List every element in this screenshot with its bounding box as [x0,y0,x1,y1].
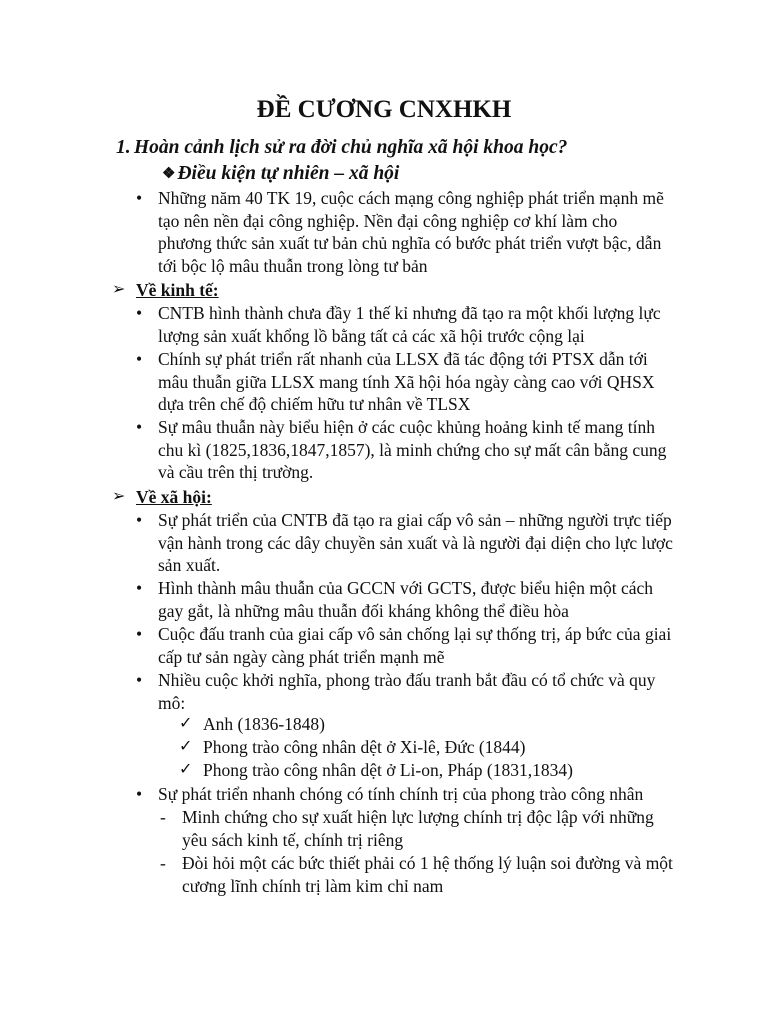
bullet-icon: • [136,188,143,208]
bullet-text: Sự phát triển nhanh chóng có tính chính trị của phong trào công nhân [158,784,644,804]
economy-bullet [136,348,678,416]
diamond-bullet-icon: ❖ [162,166,176,182]
check-icon: ✓ [179,761,193,778]
section-number: 1. [116,137,131,158]
society-bullet [136,669,678,714]
bullet-text: Cuộc đấu tranh của giai cấp vô sản chống lại sự thống trị, áp bức của giai cấp tư sản ngày càng phát triển mạnh mẽ [158,624,672,667]
intro-bullet [136,187,674,277]
bullet-text: Sự mâu thuẫn này biểu hiện ở các cuộc khủng hoảng kinh tế mang tính chu kì (1825,1836,1847,1857), là minh chứng cho sự mất cân bằng cung và cầu trên thị trường. [158,417,667,482]
dash-icon: - [160,807,166,827]
check-icon: ✓ [179,715,193,732]
check-item-text: Anh (1836-1848) [203,714,325,734]
dash-item-text: Đòi hỏi một các bức thiết phải có 1 hệ thống lý luận soi đường và một cương lĩnh chính trị làm kim chỉ nam [182,853,673,896]
bullet-text: Sự phát triển của CNTB đã tạo ra giai cấp vô sản – những người trực tiếp vận hành trong các dây chuyền sản xuất và là người đại diện cho lực lược sản xuất. [158,510,673,575]
page-title: ĐỀ CƯƠNG CNXHKH [256,96,512,123]
economy-bullet [136,302,678,347]
society-bullet [136,783,678,806]
society-bullet [136,509,678,577]
subsection-heading-text: Điều kiện tự nhiên – xã hội [177,163,400,184]
dash-item [160,806,682,851]
subsection-heading [162,162,399,187]
society-section-label [112,486,436,509]
bullet-text: Chính sự phát triển rất nhanh của LLSX đã tác động tới PTSX dẫn tới mâu thuẫn giữa LLSX mang tính Xã hội hóa ngày càng cao với QHSX dựa trên chế độ chiếm hữu tư nhân về TLSX [158,349,655,414]
bullet-icon: • [136,303,143,323]
bullet-icon: • [136,624,143,644]
arrow-bullet-icon: ➢ [112,281,126,298]
check-item [179,713,683,736]
society-bullet [136,577,678,622]
economy-bullet [136,416,678,484]
arrow-bullet-icon: ➢ [112,488,126,505]
bullet-icon: • [136,578,143,598]
bullet-text: Hình thành mâu thuẫn của GCCN với GCTS, được biểu hiện một cách gay gắt, là những mâu thuẫn đối kháng không thể điều hòa [158,578,654,621]
check-item [179,759,683,782]
section-heading-text: Hoàn cảnh lịch sử ra đời chủ nghĩa xã hội khoa học? [134,137,568,158]
bullet-text: CNTB hình thành chưa đầy 1 thế kỉ nhưng đã tạo ra một khối lượng lực lượng sản xuất khổng lồ bằng tất cả các xã hội trước cộng lại [158,303,661,346]
check-item-text: Phong trào công nhân dệt ở Li-on, Pháp (1831,1834) [203,760,573,780]
bullet-icon: • [136,417,143,437]
bullet-icon: • [136,510,143,530]
economy-section-label [112,279,436,302]
section-label-text: Về kinh tế: [136,280,219,300]
bullet-icon: • [136,784,143,804]
society-bullet [136,623,678,668]
section-heading [116,136,567,160]
dash-item [160,852,682,897]
dash-icon: - [160,853,166,873]
check-icon: ✓ [179,738,193,755]
dash-item-text: Minh chứng cho sự xuất hiện lực lượng chính trị độc lập với những yêu sách kinh tế, chính trị riêng [182,807,654,850]
bullet-icon: • [136,670,143,690]
section-label-text: Về xã hội: [136,487,212,507]
check-item-text: Phong trào công nhân dệt ở Xi-lê, Đức (1844) [203,737,526,757]
bullet-text: Những năm 40 TK 19, cuộc cách mạng công nghiệp phát triển mạnh mẽ tạo nên nền đại công nghiệp. Nền đại công nghiệp cơ khí làm cho phương thức sản xuất tư bản chủ nghĩa có bước phát triển vượt bậc, dẫn tới bộc lộ mâu thuẫn trong lòng tư bản [158,188,664,276]
check-item [179,736,683,759]
bullet-text: Nhiều cuộc khởi nghĩa, phong trào đấu tranh bắt đầu có tổ chức và quy mô: [158,670,656,713]
bullet-icon: • [136,349,143,369]
